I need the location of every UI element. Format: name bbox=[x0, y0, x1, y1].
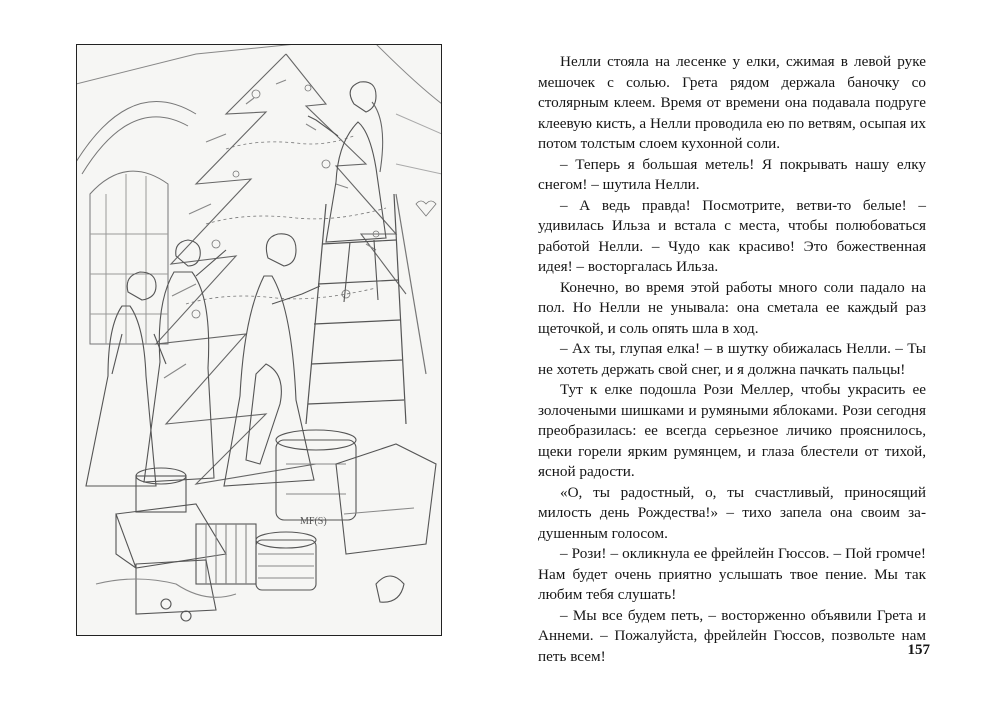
pencil-sketch-christmas-scene bbox=[76, 44, 442, 636]
paragraph: – Ах ты, глупая елка! – в шутку обижалась Нелли. – Ты не хотеть держать свой снег, и я должна пачкать пальцы! bbox=[538, 340, 926, 378]
paragraph: Тут к елке подошла Рози Меллер, чтобы украсить ее золочеными шишками и румяными яблоками. Рози сегодня преобразилась: ее всегда серьезное личико прояснилось, щеки горели ярким румянцем, и глаза блестели от тихой, ясной радости. bbox=[538, 381, 926, 480]
paragraph: – Мы все будем петь, – восторженно объявили Грета и Аннеми. – Пожалуйста, фрейлейн Гюссов, позвольте нам петь всем! bbox=[538, 606, 926, 665]
text-page bbox=[538, 52, 926, 667]
paragraph: – Рози! – окликнула ее фрейлейн Гюссов. – Пой громче! Нам будет очень приятно услышать твое пение. Мы так любим тебя слушать! bbox=[538, 545, 926, 603]
illustration bbox=[76, 44, 442, 636]
paragraph: «О, ты радостный, о, ты счастливый, приносящий милость день Рождества!» – тихо запела она своим задушенным голосом. bbox=[538, 483, 926, 542]
box-label: MF(S) bbox=[300, 516, 327, 527]
paragraph: – А ведь правда! Посмотрите, ветви-то белые! – удивилась Ильза и встала с места, чтобы полюбоваться работой Нелли. – Чудо как красиво! Это божественная идея! – восторгалась Ильза. bbox=[538, 196, 926, 275]
paragraph: Конечно, во время этой работы много соли падало на пол. Но Нелли не унывала: она сметала ее каждый раз щеточкой, и соль опять шла в ход. bbox=[538, 278, 926, 337]
page-number: 157 bbox=[907, 642, 930, 658]
paragraph: Нелли стояла на лесенке у елки, сжимая в левой руке мешочек с солью. Грета рядом держала баночку со столярным клеем. Время от времени она подавала подруге клеевую кисть, а Нелли проводила ею по ветвям, осыпая их потом толстым слоем кухонной соли. bbox=[538, 53, 926, 152]
paragraph: – Теперь я большая метель! Я покрывать нашу елку снегом! – шутила Нелли. bbox=[538, 155, 926, 193]
